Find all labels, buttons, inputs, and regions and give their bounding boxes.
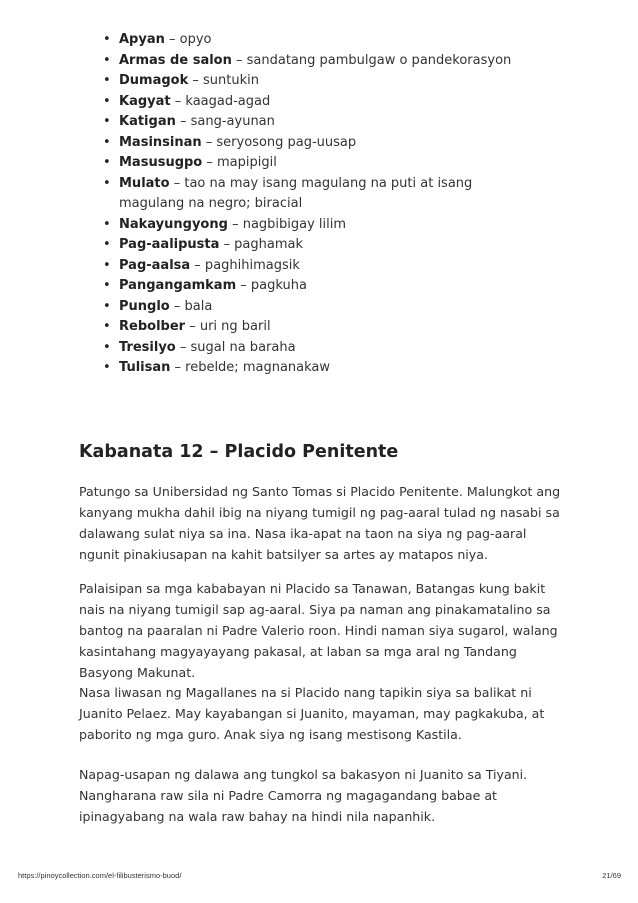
vocab-definition: – nagbibigay lilim	[227, 216, 347, 232]
vocab-term: Mulato	[119, 175, 170, 191]
vocab-definition: – opyo	[164, 32, 212, 47]
vocab-item	[101, 276, 541, 297]
vocab-term: Masusugpo	[119, 155, 203, 170]
bullet-icon: •	[103, 155, 111, 170]
bullet-icon: •	[103, 278, 111, 293]
vocab-item	[101, 153, 541, 174]
chapter-paragraph: Nasa liwasan ng Magallanes na si Placido nang tapikin siya sa balikat ni Juanito Pelaez. May kayabangan si Juanito, mayaman, may pagkakuba, at paborito ng mga guro. Anak siya ng isang mestisong Kastila.	[79, 685, 545, 742]
vocabulary-list	[101, 30, 541, 379]
vocab-term: Masinsinan	[119, 134, 202, 150]
bullet-icon: •	[103, 339, 111, 355]
vocab-definition: – rebelde; magnanakaw	[170, 360, 331, 375]
vocab-item	[101, 112, 541, 133]
vocab-item	[101, 358, 541, 379]
vocab-item	[101, 30, 541, 51]
bullet-icon: •	[103, 319, 111, 334]
bullet-icon: •	[103, 52, 111, 68]
vocab-term: Rebolber	[119, 319, 186, 334]
vocab-definition: – bala	[169, 298, 213, 314]
bullet-icon: •	[103, 32, 111, 47]
vocab-definition: – uri ng baril	[185, 319, 271, 334]
bullet-icon: •	[103, 114, 111, 129]
vocab-term: Dumagok	[119, 73, 189, 88]
bullet-icon: •	[103, 73, 111, 88]
vocab-definition: – paghamak	[219, 237, 304, 252]
vocab-term: Armas de salon	[119, 52, 232, 68]
vocab-item	[101, 51, 541, 72]
vocab-item	[101, 71, 541, 92]
bullet-icon: •	[103, 93, 111, 109]
vocab-item	[101, 338, 541, 359]
vocab-term: Pag-aalipusta	[119, 237, 220, 252]
vocab-definition: – sandatang pambulgaw o pandekorasyon	[231, 52, 512, 68]
footer-url[interactable]: https://pinoycollection.com/el-filibusterismo-buod/	[18, 871, 182, 880]
vocab-term: Punglo	[119, 298, 170, 314]
vocab-item	[101, 235, 541, 256]
vocab-definition: – sang-ayunan	[175, 114, 275, 129]
vocab-definition: – paghihimagsik	[190, 257, 300, 273]
chapter-paragraph: Napag-usapan ng dalawa ang tungkol sa bakasyon ni Juanito sa Tiyani. Nangharana raw sila ni Padre Camorra ng magagandang babae at ipinagyabang na wala raw bahay na hindi nila napanhik.	[79, 767, 528, 824]
bullet-icon: •	[103, 134, 111, 150]
vocab-item	[101, 174, 541, 215]
chapter-title: Kabanata 12 – Placido Penitente	[79, 442, 399, 462]
vocab-item	[101, 215, 541, 236]
vocab-term: Tresilyo	[119, 339, 176, 355]
vocab-item	[101, 317, 541, 338]
bullet-icon: •	[103, 175, 111, 191]
vocab-definition: – seryosong pag-uusap	[201, 134, 357, 150]
vocab-item	[101, 92, 541, 113]
vocab-definition: – tao na may isang magulang na puti at isang magulang na negro; biracial	[119, 175, 473, 211]
chapter-paragraph: Palaisipan sa mga kababayan ni Placido sa Tanawan, Batangas kung bakit nais na niyang tumigil sap ag-aaral. Siya pa naman ang pinakamatalino sa bantog na paaralan ni Padre Valerio roon. Hindi naman siya sugarol, walang kasintahang magyayayang pakasal, at laban sa mga aral ng Tandang Basyong Makunat.	[79, 581, 558, 680]
bullet-icon: •	[103, 237, 111, 252]
vocab-definition: – mapipigil	[202, 155, 277, 170]
vocab-term: Katigan	[119, 114, 176, 129]
vocab-term: Tulisan	[119, 360, 171, 375]
chapter-paragraph: Patungo sa Unibersidad ng Santo Tomas si Placido Penitente. Malungkot ang kanyang mukha dahil ibig na niyang tumigil ng pag-aaral tulad ng nasabi sa dalawang sulat niya sa ina. Nasa ika-apat na taon na siya ng pag-aaral ngunit pinakiusapan na kahit batsilyer sa artes ay matapos niya.	[79, 484, 561, 562]
bullet-icon: •	[103, 216, 111, 232]
vocab-definition: – sugal na baraha	[175, 339, 296, 355]
vocab-term: Nakayungyong	[119, 216, 228, 232]
vocab-definition: – pagkuha	[236, 278, 307, 293]
vocab-item	[101, 297, 541, 318]
vocab-term: Apyan	[119, 32, 165, 47]
vocab-item	[101, 256, 541, 277]
vocab-term: Pangangamkam	[119, 278, 237, 293]
vocab-definition: – kaagad-agad	[170, 93, 271, 109]
bullet-icon: •	[103, 298, 111, 314]
vocab-item	[101, 133, 541, 154]
vocab-definition: – suntukin	[188, 73, 259, 88]
vocab-term: Kagyat	[119, 93, 171, 109]
bullet-icon: •	[103, 360, 111, 375]
vocab-term: Pag-aalsa	[119, 257, 191, 273]
page-number: 21/69	[602, 871, 621, 880]
bullet-icon: •	[103, 257, 111, 273]
